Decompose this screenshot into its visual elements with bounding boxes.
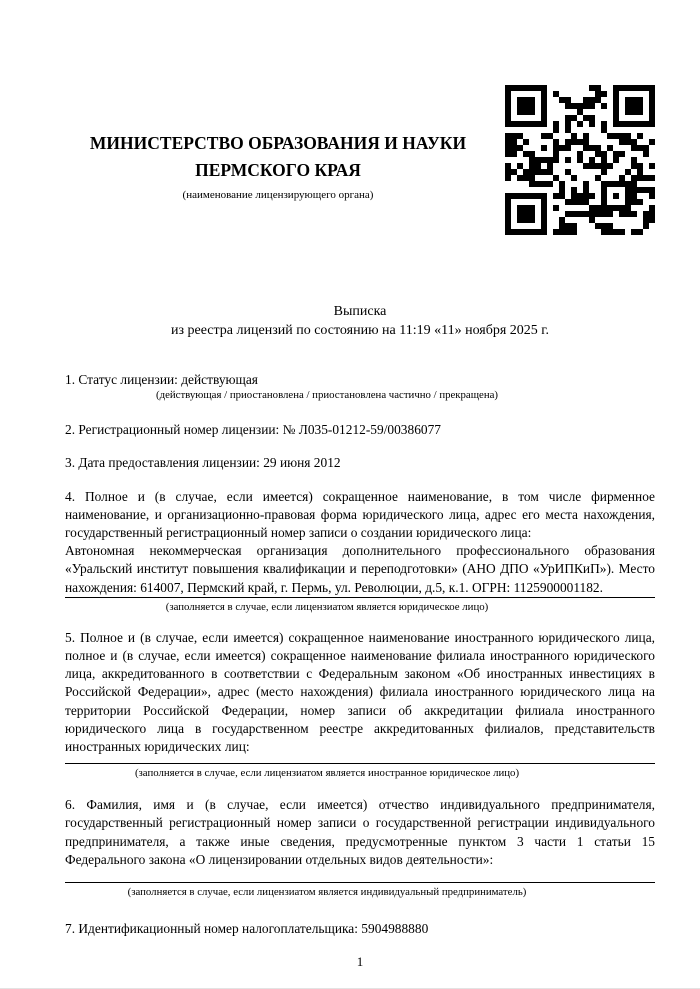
field-taxpayer-number: 7. Идентификационный номер налогоплательщика: 5904988880 (65, 921, 429, 937)
field-legal-entity (65, 488, 655, 614)
field-foreign-entity-question: 5. Полное и (в случае, если имеется) сокращенное наименование иностранного юридического лица, полное и (в случае, если имеется) сокращенное наименование филиала иностранного юридического лица, аккредитованного в соответствии с Федеральным законом «Об иностранных инвестициях в Российской Федерации», адрес (место нахождения) филиала иностранного юридического лица на территории Российской Федерации, номер записи об аккредитации филиала иностранного юридического лица в государственном реестре аккредитованных филиалов, представительств иностранных юридических лиц: (65, 629, 655, 755)
page-number: 1 (356, 954, 364, 970)
field-foreign-entity (65, 629, 655, 780)
field-grant-date: 3. Дата предоставления лицензии: 29 июня 2012 (65, 455, 341, 471)
field-legal-entity-caption: (заполняется в случае, если лицензиатом является юридическое лицо) (165, 600, 489, 613)
field-individual-entrepreneur-caption: (заполняется в случае, если лицензиатом является индивидуальный предприниматель) (127, 886, 527, 899)
field-individual-entrepreneur-blank-line (65, 882, 655, 883)
ministry-name-line1: МИНИСТЕРСТВО ОБРАЗОВАНИЯ И НАУКИ (89, 133, 467, 153)
field-legal-entity-question: 4. Полное и (в случае, если имеется) сокращенное наименование, в том числе фирменное наименование, и организационно-правовая форма юридического лица, адрес его места нахождения, государственный регистрационный номер записи о создании юридического лица: (65, 488, 655, 541)
field-foreign-entity-blank-line (65, 763, 655, 764)
qr-code-icon (505, 85, 655, 235)
document-title-line1: Выписка (333, 304, 387, 319)
ministry-name-line2: ПЕРМСКОГО КРАЯ (195, 160, 361, 180)
licensing-authority-block (65, 130, 491, 202)
field-individual-entrepreneur (65, 796, 655, 899)
field-individual-entrepreneur-question: 6. Фамилия, имя и (в случае, если имеется) отчество индивидуального предпринимателя, государственный регистрационный номер записи о государственной регистрации индивидуального предпринимателя, а также иные сведения, предусмотренные пунктом 3 части 1 статьи 15 Федерального закона «О лицензировании отдельных видов деятельности»: (65, 797, 655, 867)
document-title-line2: из реестра лицензий по состоянию на 11:19 «11» ноября 2025 г. (171, 323, 549, 338)
field-legal-entity-answer: Автономная некоммерческая организация дополнительного профессионального образования «Уральский институт повышения квалификации и переподготовки» (АНО ДПО «УрИПКиП»). Место нахождения: 614007, Пермский край, г. Пермь, ул. Революции, д.5, к.1. ОГРН: 1125900001182. (65, 542, 655, 598)
field-registration-number: 2. Регистрационный номер лицензии: № Л035-01212-59/00386077 (65, 422, 441, 438)
field-license-status: 1. Статус лицензии: действующая (65, 372, 258, 387)
field-license-status-caption: (действующая / приостановлена / приостановлена частично / прекращена) (156, 389, 498, 402)
document-title (65, 302, 655, 340)
field-foreign-entity-caption: (заполняется в случае, если лицензиатом является иностранное юридическое лицо) (134, 767, 520, 780)
document-header (65, 0, 655, 250)
ministry-caption: (наименование лицензирующего органа) (182, 189, 374, 201)
